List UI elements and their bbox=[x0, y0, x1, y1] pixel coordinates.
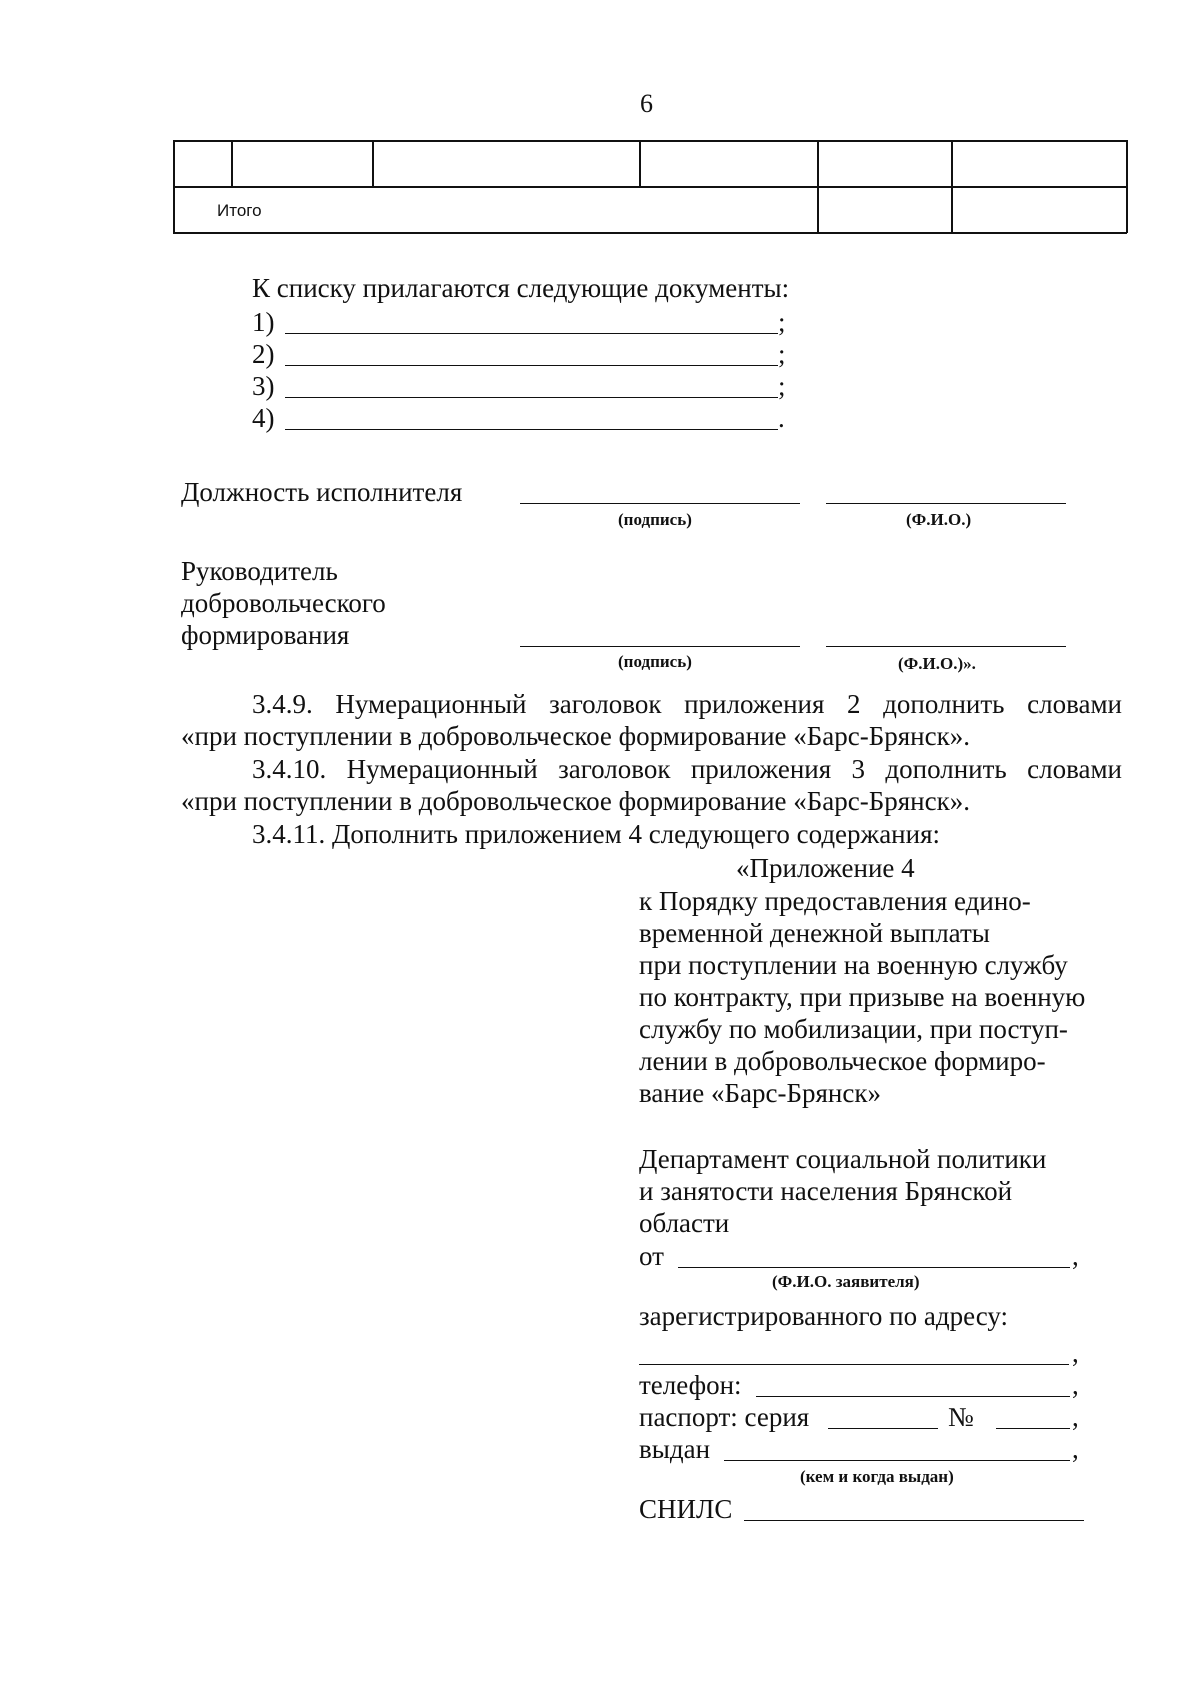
appendix-line: к Порядку предоставления едино- bbox=[639, 886, 1031, 916]
table-border-right bbox=[1126, 140, 1128, 233]
attachment-blank-line bbox=[285, 333, 778, 334]
paragraph-3-4-9-line-1: 3.4.9. Нумерационный заголовок приложения 2 дополнить словами bbox=[252, 689, 1122, 719]
attachment-end: ; bbox=[778, 339, 786, 369]
attachment-end: ; bbox=[778, 371, 786, 401]
comma: , bbox=[1072, 1370, 1079, 1400]
addressee-dept-line-2: и занятости населения Брянской bbox=[639, 1176, 1013, 1206]
paragraph-3-4-10-line-1: 3.4.10. Нумерационный заголовок приложения 3 дополнить словами bbox=[252, 754, 1122, 784]
applicant-name-line bbox=[678, 1267, 1070, 1268]
attachment-blank-line bbox=[285, 429, 778, 430]
paragraph-3-4-9-line-2: «при поступлении в добровольческое формирование «Барс-Брянск». bbox=[181, 721, 970, 751]
attachment-blank-line bbox=[285, 397, 778, 398]
paragraph-3-4-10-line-2: «при поступлении в добровольческое формирование «Барс-Брянск». bbox=[181, 786, 970, 816]
amounts-table bbox=[173, 140, 1127, 233]
table-col-divider bbox=[231, 140, 233, 187]
table-total-label: Итого bbox=[217, 201, 262, 220]
appendix-title: «Приложение 4 bbox=[736, 853, 915, 883]
executor-position-label: Должность исполнителя bbox=[181, 477, 463, 507]
table-col-divider bbox=[817, 140, 819, 233]
appendix-line: при поступлении на военную службу bbox=[639, 950, 1068, 980]
comma: , bbox=[1072, 1241, 1079, 1271]
table-border-top bbox=[173, 140, 1127, 142]
issued-by-caption: (кем и когда выдан) bbox=[800, 1467, 954, 1486]
head-fio-line bbox=[826, 646, 1066, 647]
passport-series-label: паспорт: серия bbox=[639, 1402, 810, 1432]
attachment-end: . bbox=[778, 403, 785, 433]
attachment-blank-line bbox=[285, 365, 778, 366]
head-fio-caption: (Ф.И.О.)». bbox=[898, 654, 976, 673]
comma: , bbox=[1072, 1338, 1079, 1368]
attachment-number: 2) bbox=[252, 339, 275, 369]
executor-signature-line bbox=[520, 503, 800, 504]
paragraph-3-4-11: 3.4.11. Дополнить приложением 4 следующего содержания: bbox=[252, 819, 940, 849]
attachment-number: 1) bbox=[252, 307, 275, 337]
attachment-end: ; bbox=[778, 307, 786, 337]
from-label: от bbox=[639, 1241, 664, 1271]
addressee-dept-line-3: области bbox=[639, 1208, 730, 1238]
registered-address-label: зарегистрированного по адресу: bbox=[639, 1301, 1008, 1331]
applicant-name-caption: (Ф.И.О. заявителя) bbox=[772, 1272, 920, 1291]
head-label-line-2: добровольческого bbox=[181, 588, 386, 618]
executor-signature-caption: (подпись) bbox=[618, 510, 692, 529]
issued-by-label: выдан bbox=[639, 1434, 711, 1464]
table-border-left bbox=[173, 140, 175, 233]
phone-label: телефон: bbox=[639, 1370, 742, 1400]
appendix-line: вание «Барс-Брянск» bbox=[639, 1078, 881, 1108]
passport-number-line bbox=[996, 1428, 1070, 1429]
passport-series-line bbox=[828, 1428, 938, 1429]
issued-by-line bbox=[724, 1460, 1070, 1461]
passport-number-label: № bbox=[948, 1402, 974, 1432]
page-number: 6 bbox=[640, 89, 653, 118]
attachment-number: 3) bbox=[252, 371, 275, 401]
comma: , bbox=[1072, 1434, 1079, 1464]
table-col-divider bbox=[372, 140, 374, 187]
appendix-line: временной денежной выплаты bbox=[639, 918, 990, 948]
snils-line bbox=[744, 1520, 1084, 1521]
executor-fio-caption: (Ф.И.О.) bbox=[906, 510, 972, 529]
table-row-divider bbox=[173, 186, 1127, 188]
address-line bbox=[639, 1364, 1069, 1365]
attachment-number: 4) bbox=[252, 403, 275, 433]
table-border-bottom bbox=[173, 232, 1127, 234]
head-label-line-3: формирования bbox=[181, 620, 350, 650]
appendix-line: службу по мобилизации, при поступ- bbox=[639, 1014, 1068, 1044]
phone-line bbox=[756, 1396, 1070, 1397]
appendix-line: по контракту, при призыве на военную bbox=[639, 982, 1086, 1012]
executor-fio-line bbox=[826, 503, 1066, 504]
table-col-divider bbox=[951, 140, 953, 233]
table-col-divider bbox=[639, 140, 641, 187]
head-signature-caption: (подпись) bbox=[618, 652, 692, 671]
comma: , bbox=[1072, 1402, 1079, 1432]
addressee-dept-line-1: Департамент социальной политики bbox=[639, 1144, 1047, 1174]
head-signature-line bbox=[520, 646, 800, 647]
snils-label: СНИЛС bbox=[639, 1494, 733, 1524]
attachments-intro: К списку прилагаются следующие документы: bbox=[252, 273, 790, 303]
appendix-line: лении в добровольческое формиро- bbox=[639, 1046, 1046, 1076]
head-label-line-1: Руководитель bbox=[181, 556, 338, 586]
